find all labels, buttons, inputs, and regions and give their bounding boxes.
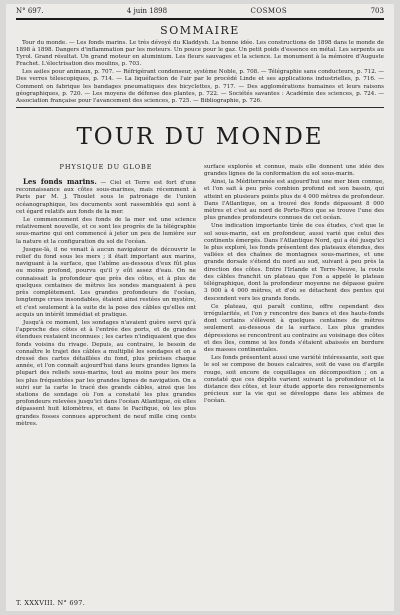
right-column bbox=[204, 164, 384, 429]
article-paragraph: Une indication importante tirée de ces études, c'est que le sol sous-marin, est en profondeur, aussi varié que celui des continents émergés. Dans l'Atlantique Nord, qui a été jusqu'ici le plus exploré, les fonds présentent des plateaux étendus, des vallées et des chaînes de montagnes sous-marines, et une grande dorsale s'étend du nord au sud, suivant à peu près la direction des côtes. Entre l'Irlande et Terre-Neuve, la route des câbles franchit un plateau que l'on a appelé le plateau télégraphique, dont la profondeur moyenne ne dépasse guère 3 000 à 4 000 mètres, et d'où se détachent des pentes qui descendent vers les grands fonds. bbox=[204, 223, 384, 302]
journal-page bbox=[6, 4, 394, 611]
article-paragraph: Les fonds présentent aussi une variété intéressante, soit que le sol se compose de boues calcaires, soit de vase ou d'argile rouge, soit encore de coquillages en décomposition ; on a constaté que ces dépôts varient suivant la profondeur et la distance des côtes, et leur étude apporte des renseignements précieux sur la vie qui se développe dans les abîmes de l'océan. bbox=[204, 355, 384, 405]
article-paragraph: Jusque-là, il ne venait à aucun navigateur de découvrir le relief du fond sous les mers ; il était important aux marins, naviguant à la surface, que l'abîme au-dessous d'eux fût plus ou moins profond, pourvu qu'il y eût assez d'eau. On ne connaissait la profondeur que près des côtes, et à plus de quelques centaines de mètres les sondes manquaient à peu près complètement. Les grandes profondeurs de l'océan, longtemps crues insondables, étaient ainsi restées un mystère, et c'est seulement à la suite de la pose des câbles qu'elles ont acquis un intérêt immédiat et pratique. bbox=[16, 246, 196, 318]
article-paragraph: Le commencement des fonds de la mer est une science relativement nouvelle, et ce sont les progrès de la télégraphie sous-marine qui ont commencé à jeter un peu de lumière sur la nature et la configuration du sol de l'océan. bbox=[16, 217, 196, 245]
article-paragraph: Ce plateau, qui paraît continu, offre cependant des irrégularités, et l'on y rencontre des bancs et des hauts-fonds dont certains s'élèvent à quelques centaines de mètres seulement au-dessous de la surface. Les plus grandes dépressions se rencontrent au contraire au voisinage des côtes et des îles, comme si les fonds s'étaient abaissés en bordure des masses continentales. bbox=[204, 303, 384, 353]
summary-rule bbox=[16, 107, 384, 108]
article-paragraph: Jusqu'à ce moment, les sondages n'avaient guère servi qu'à l'approche des côtes et à l'entrée des ports, et de grandes étendues restaient inconnues ; les cartes n'indiquaient que des fonds voisins du rivage. Depuis, au contraire, le besoin de connaître le trajet des câbles a multiplié les sondages et on a dressé des cartes détaillées du fond, plus précises chaque année, et l'on connaît aujourd'hui dans leurs grandes lignes la plupart des reliefs sous-marins, tout au moins pour les mers les plus fréquentées par les grandes lignes de navigation. On a suivi sur la carte le tracé des grands câbles, ainsi que les stations de sondage où l'on a constaté les plus grandes profondeurs relevées jusqu'ici dans l'océan Atlantique, où elles dépassent huit kilomètres, et dans le Pacifique, où les plus grandes fosses connues approchent de neuf mille cinq cents mètres. bbox=[16, 319, 196, 427]
summary-block bbox=[16, 40, 384, 105]
summary-title: SOMMAIRE bbox=[160, 24, 240, 37]
article-columns bbox=[16, 164, 384, 429]
journal-name: COSMOS bbox=[250, 7, 288, 15]
page-number: 703 bbox=[370, 7, 384, 15]
section-title: TOUR DU MONDE bbox=[76, 123, 324, 150]
article-paragraph bbox=[16, 178, 196, 216]
summary-paragraph-1: Tour du monde. — Les fonds marins. Le très dévoyé du Kladdysh. La bonne idée. Les constructions de 1898 dans le monde de 1898 à 1898. Dangers d'inflammation par les moteurs. Un pouce pour le gaz. Un petit poids d'essence en métal. Les serpents au Tyrol. Grand résultat. Un grand moteur en aluminium. Les fleurs sauvages et la science. Le monument à la mémoire d'Auguste Frachet. L'électrisation des moulins, p. 703. bbox=[16, 40, 384, 68]
summary-paragraph-2: Les asiles pour animaux, p. 707. — Réfrigérant condenseur, système Noble, p. 708. — Télégraphie sans conducteurs, p. 712. — Des verres télescopiques, p. 714. — La liquéfaction de l'air par le procédé Linde et ses applications industrielles, p. 716. — Comment on fabrique les bandages pneumatiques des bicyclettes, p. 717. — Des agglomérations humaines et leurs raisons géographiques, p. 720. — Les moyens de défense des plantes, p. 722. — Sociétés savantes : Académie des sciences, p. 724. — Association française pour l'avancement des sciences, p. 725. — Bibliographie, p. 726. bbox=[16, 69, 384, 104]
header-rule bbox=[16, 18, 384, 20]
issue-number: N° 697. bbox=[16, 7, 44, 15]
runin-heading: Les fonds marins. bbox=[23, 177, 97, 187]
article-paragraph: Ainsi, la Méditerranée est aujourd'hui une mer bien connue, et l'on sait à peu près combien profond est son bassin, qui atteint en plusieurs points plus de 4 000 mètres de profondeur. Dans l'Atlantique, on a trouvé des fonds dépassant 8 000 mètres et c'est au nord de Porto-Rico que se trouve l'une des plus grandes profondeurs connues de cet océan. bbox=[204, 179, 384, 222]
issue-date: 4 juin 1898 bbox=[126, 7, 168, 15]
article-paragraph: surface explorée et connue, mais elle donnent une idée des grandes lignes de la conformation du sol sous-marin. bbox=[204, 163, 384, 178]
left-column bbox=[16, 164, 196, 429]
running-head bbox=[16, 7, 384, 16]
article-paragraph-text: — Ciel et Terre est fort d'une reconnaissance aux côtes sous-marines, mais récemment à Paris par M. J. Thoulet sous le patronage de l'union océanographique, les documents sont rassemblés qui sont à cet égard relatifs aux fonds de la mer. bbox=[16, 180, 196, 215]
article-subhead: PHYSIQUE DU GLOBE bbox=[59, 162, 153, 171]
page-footer: T. XXXVIII. N° 697. bbox=[16, 599, 86, 607]
